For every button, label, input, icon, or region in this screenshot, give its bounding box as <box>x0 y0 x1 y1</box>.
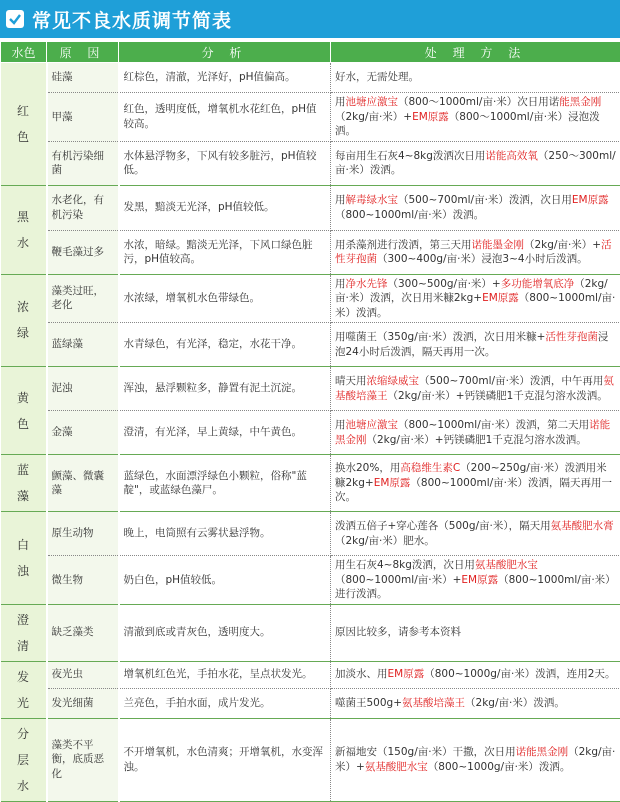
header-cause: 原 因 <box>47 42 119 63</box>
method-cell <box>331 512 620 556</box>
product-name: EM原露 <box>461 574 498 586</box>
water-color-cell: 白 浊 <box>1 512 47 605</box>
method-text: 原因比较多，请参考本资料 <box>335 626 461 638</box>
table-row <box>1 512 620 556</box>
method-text: 新福地安（150g/亩·米）干撒，次日用 <box>335 746 516 758</box>
method-text: 加淡水、用 <box>335 668 388 680</box>
product-name: 能黑金刚 <box>559 96 601 108</box>
cause-cell: 泥浊 <box>47 367 119 411</box>
method-text: （800～1000ml/亩·米）浸泡泼洒。 <box>335 111 600 138</box>
table-row <box>1 556 620 605</box>
analysis-cell: 浑浊，悬浮颗粒多，静置有泥土沉淀。 <box>119 367 331 411</box>
cause-cell: 藻类过旺，老化 <box>47 274 119 323</box>
method-text: 用 <box>335 96 346 108</box>
product-name: 氨基酸培藻王 <box>335 375 614 402</box>
method-text: 泼洒五倍子+穿心莲各（500g/亩·米），隔天用 <box>335 520 551 532</box>
title-bar <box>0 0 620 38</box>
water-color-cell: 黄 色 <box>1 367 47 455</box>
method-cell <box>331 93 620 142</box>
method-text: 晴天用 <box>335 375 367 387</box>
method-text: 换水20%，用 <box>335 462 400 474</box>
method-text: 用噬菌王（350g/亩·米）泼洒，次日用米糠+ <box>335 331 545 343</box>
method-text: （2kg/亩·米）+ <box>335 746 615 773</box>
method-cell <box>331 718 620 801</box>
method-cell <box>331 274 620 323</box>
cause-cell: 有机污染细菌 <box>47 141 119 185</box>
page-title: 常见不良水质调节简表 <box>32 6 232 33</box>
table-body <box>1 63 620 802</box>
method-text: （800~1000ml/亩·米）进行泼洒。 <box>335 574 616 601</box>
water-color-cell: 黑 水 <box>1 185 47 274</box>
method-text: （300~400g/亩·米）浸泡3~4小时后泼洒。 <box>377 253 588 265</box>
product-name: 高稳维生素C <box>400 462 460 474</box>
method-text: 噬菌王500g+ <box>335 697 402 709</box>
product-name: 诺能高效氧 <box>485 150 538 162</box>
water-color-cell: 澄 清 <box>1 604 47 661</box>
analysis-cell: 红棕色，清澈，光泽好，pH值偏高。 <box>119 63 331 93</box>
method-text: （300~500g/亩·米）+ <box>388 278 501 290</box>
header-method: 处 理 方 法 <box>331 42 620 63</box>
analysis-cell: 清澈到底或青灰色，透明度大。 <box>119 604 331 661</box>
table-row <box>1 604 620 661</box>
method-text: 用杀藻剂进行泼洒，第三天用 <box>335 239 472 251</box>
table-row <box>1 141 620 185</box>
method-text: （800~1000ml/亩·米）+ <box>335 574 461 586</box>
checkbox-icon <box>6 10 24 28</box>
cause-cell: 原生动物 <box>47 512 119 556</box>
product-name: 浓缩绿威宝 <box>367 375 420 387</box>
cause-cell: 金藻 <box>47 411 119 455</box>
analysis-cell: 兰亮色，手拍水面，成片发光。 <box>119 688 331 718</box>
product-name: 解毒绿水宝 <box>346 194 399 206</box>
table-row <box>1 455 620 512</box>
product-name: 氨基酸肥水宝 <box>365 761 428 773</box>
analysis-cell: 不开增氧机，水色清爽；开增氧机，水变浑浊。 <box>119 718 331 801</box>
product-name: 诺能黑金刚 <box>335 419 610 446</box>
table-row <box>1 230 620 274</box>
table-row <box>1 411 620 455</box>
analysis-cell: 水体悬浮物多，下风有较多脏污，pH值较低。 <box>119 141 331 185</box>
product-name: 活性芽孢菌 <box>335 239 612 266</box>
table-row <box>1 688 620 718</box>
analysis-cell: 水浓绿，增氧机水色带绿色。 <box>119 274 331 323</box>
method-text: （250～300ml/亩·米）泼洒。 <box>335 150 616 177</box>
table-row <box>1 661 620 688</box>
method-text: （2kg/亩·米）泼洒，次日用米糠2kg+ <box>335 278 608 305</box>
analysis-cell: 发黑，黯淡无光泽，pH值较低。 <box>119 185 331 230</box>
method-text: （800~1000g/亩·米）泼洒。 <box>428 761 571 773</box>
product-name: EM原露 <box>572 194 609 206</box>
method-text: （800～1000ml/亩·米）次日用诺 <box>398 96 559 108</box>
method-text: （500~700ml/亩·米）泼洒，中午再用 <box>419 375 603 387</box>
product-name: EM原露 <box>412 111 449 123</box>
cause-cell: 藻类不平衡，底质恶化 <box>47 718 119 801</box>
method-cell <box>331 323 620 367</box>
method-cell <box>331 661 620 688</box>
water-color-cell: 发 光 <box>1 661 47 718</box>
method-text: 用 <box>335 194 346 206</box>
cause-cell: 甲藻 <box>47 93 119 142</box>
method-text: （200~250g/亩·米）泼洒用米糠2kg+ <box>335 462 607 489</box>
method-cell <box>331 411 620 455</box>
method-text: 用 <box>335 278 346 290</box>
analysis-cell: 水青绿色，有光泽，稳定，水花干净。 <box>119 323 331 367</box>
method-text: （800~1000ml/亩·米）泼洒。 <box>335 292 615 319</box>
product-name: 池塘应激宝 <box>346 419 399 431</box>
method-text: （800~1000ml/亩·米）泼洒，隔天再用一次。 <box>335 477 612 504</box>
method-text: （2kg/亩·米）+ <box>335 111 412 123</box>
water-quality-table <box>0 41 620 802</box>
product-name: 诺能墨金刚 <box>472 239 525 251</box>
header-analysis: 分 析 <box>119 42 331 63</box>
method-text: （2kg/亩·米）肥水。 <box>335 535 435 547</box>
cause-cell: 蓝绿藻 <box>47 323 119 367</box>
method-text: （800~1000ml/亩·米）泼洒，第二天用 <box>398 419 589 431</box>
method-cell <box>331 604 620 661</box>
table-row <box>1 323 620 367</box>
product-name: 活性芽孢菌 <box>545 331 598 343</box>
product-name: 诺能黑金刚 <box>516 746 569 758</box>
header-color: 水色 <box>1 42 47 63</box>
method-text: （2kg/亩·米）+钙镁磷肥1千克混匀溶水泼洒。 <box>388 390 608 402</box>
water-color-cell: 蓝 藻 <box>1 455 47 512</box>
analysis-cell: 红色，透明度低，增氧机水花红色，pH值较高。 <box>119 93 331 142</box>
method-text: 用 <box>335 419 346 431</box>
cause-cell: 发光细菌 <box>47 688 119 718</box>
table-row <box>1 718 620 801</box>
cause-cell: 鞭毛藻过多 <box>47 230 119 274</box>
method-cell <box>331 455 620 512</box>
product-name: 池塘应激宝 <box>346 96 399 108</box>
product-name: 氨基酸肥水宝 <box>475 559 538 571</box>
method-text: 浸泡24小时后泼洒，隔天再用一次。 <box>335 331 608 358</box>
method-text: 用生石灰4~8kg泼洒，次日用 <box>335 559 475 571</box>
cause-cell: 硅藻 <box>47 63 119 93</box>
product-name: EM原露 <box>482 292 519 304</box>
table-row <box>1 274 620 323</box>
analysis-cell: 蓝绿色，水面漂浮绿色小颗粒，俗称"蓝靛"，或蓝绿色藻尸。 <box>119 455 331 512</box>
analysis-cell: 晚上，电筒照有云雾状悬浮物。 <box>119 512 331 556</box>
product-name: 多功能增氧底净 <box>501 278 575 290</box>
cause-cell: 颤藻、微囊藻 <box>47 455 119 512</box>
product-name: EM原露 <box>374 477 411 489</box>
product-name: EM原露 <box>388 668 425 680</box>
water-color-cell: 浓 绿 <box>1 274 47 367</box>
analysis-cell: 增氧机红色光，手拍水花，呈点状发光。 <box>119 661 331 688</box>
method-cell <box>331 185 620 230</box>
water-color-cell: 分 层 水 <box>1 718 47 801</box>
cause-cell: 水老化，有机污染 <box>47 185 119 230</box>
table-row <box>1 93 620 142</box>
table-row <box>1 63 620 93</box>
method-text: （800~1000ml/亩·米）泼洒。 <box>335 209 484 221</box>
product-name: 氨基酸培藻王 <box>402 697 465 709</box>
method-text: 每亩用生石灰4~8kg泼洒次日用 <box>335 150 485 162</box>
water-color-cell: 红 色 <box>1 63 47 186</box>
method-text: （800~1000g/亩·米）泼洒，连用2天。 <box>424 668 615 680</box>
cause-cell: 缺乏藻类 <box>47 604 119 661</box>
product-name: 净水先锋 <box>346 278 388 290</box>
method-cell <box>331 230 620 274</box>
method-cell <box>331 688 620 718</box>
cause-cell: 微生物 <box>47 556 119 605</box>
cause-cell: 夜光虫 <box>47 661 119 688</box>
method-text: （2kg/亩·米）+ <box>524 239 601 251</box>
method-text: 好水，无需处理。 <box>335 71 419 83</box>
method-cell <box>331 556 620 605</box>
method-text: （2kg/亩·米）+钙镁磷肥1千克混匀溶水泼洒。 <box>367 434 587 446</box>
method-cell <box>331 367 620 411</box>
table-row <box>1 185 620 230</box>
table-header-row <box>1 42 620 63</box>
method-text: （500~700ml/亩·米）泼洒，次日用 <box>398 194 572 206</box>
analysis-cell: 水浓，暗绿。黯淡无光泽，下风口绿色脏污，pH值较高。 <box>119 230 331 274</box>
product-name: 氨基酸肥水膏 <box>551 520 614 532</box>
method-cell <box>331 141 620 185</box>
analysis-cell: 奶白色，pH值较低。 <box>119 556 331 605</box>
table-row <box>1 367 620 411</box>
method-text: （2kg/亩·米）泼洒。 <box>465 697 565 709</box>
analysis-cell: 澄清，有光泽，早上黄绿，中午黄色。 <box>119 411 331 455</box>
method-cell <box>331 63 620 93</box>
